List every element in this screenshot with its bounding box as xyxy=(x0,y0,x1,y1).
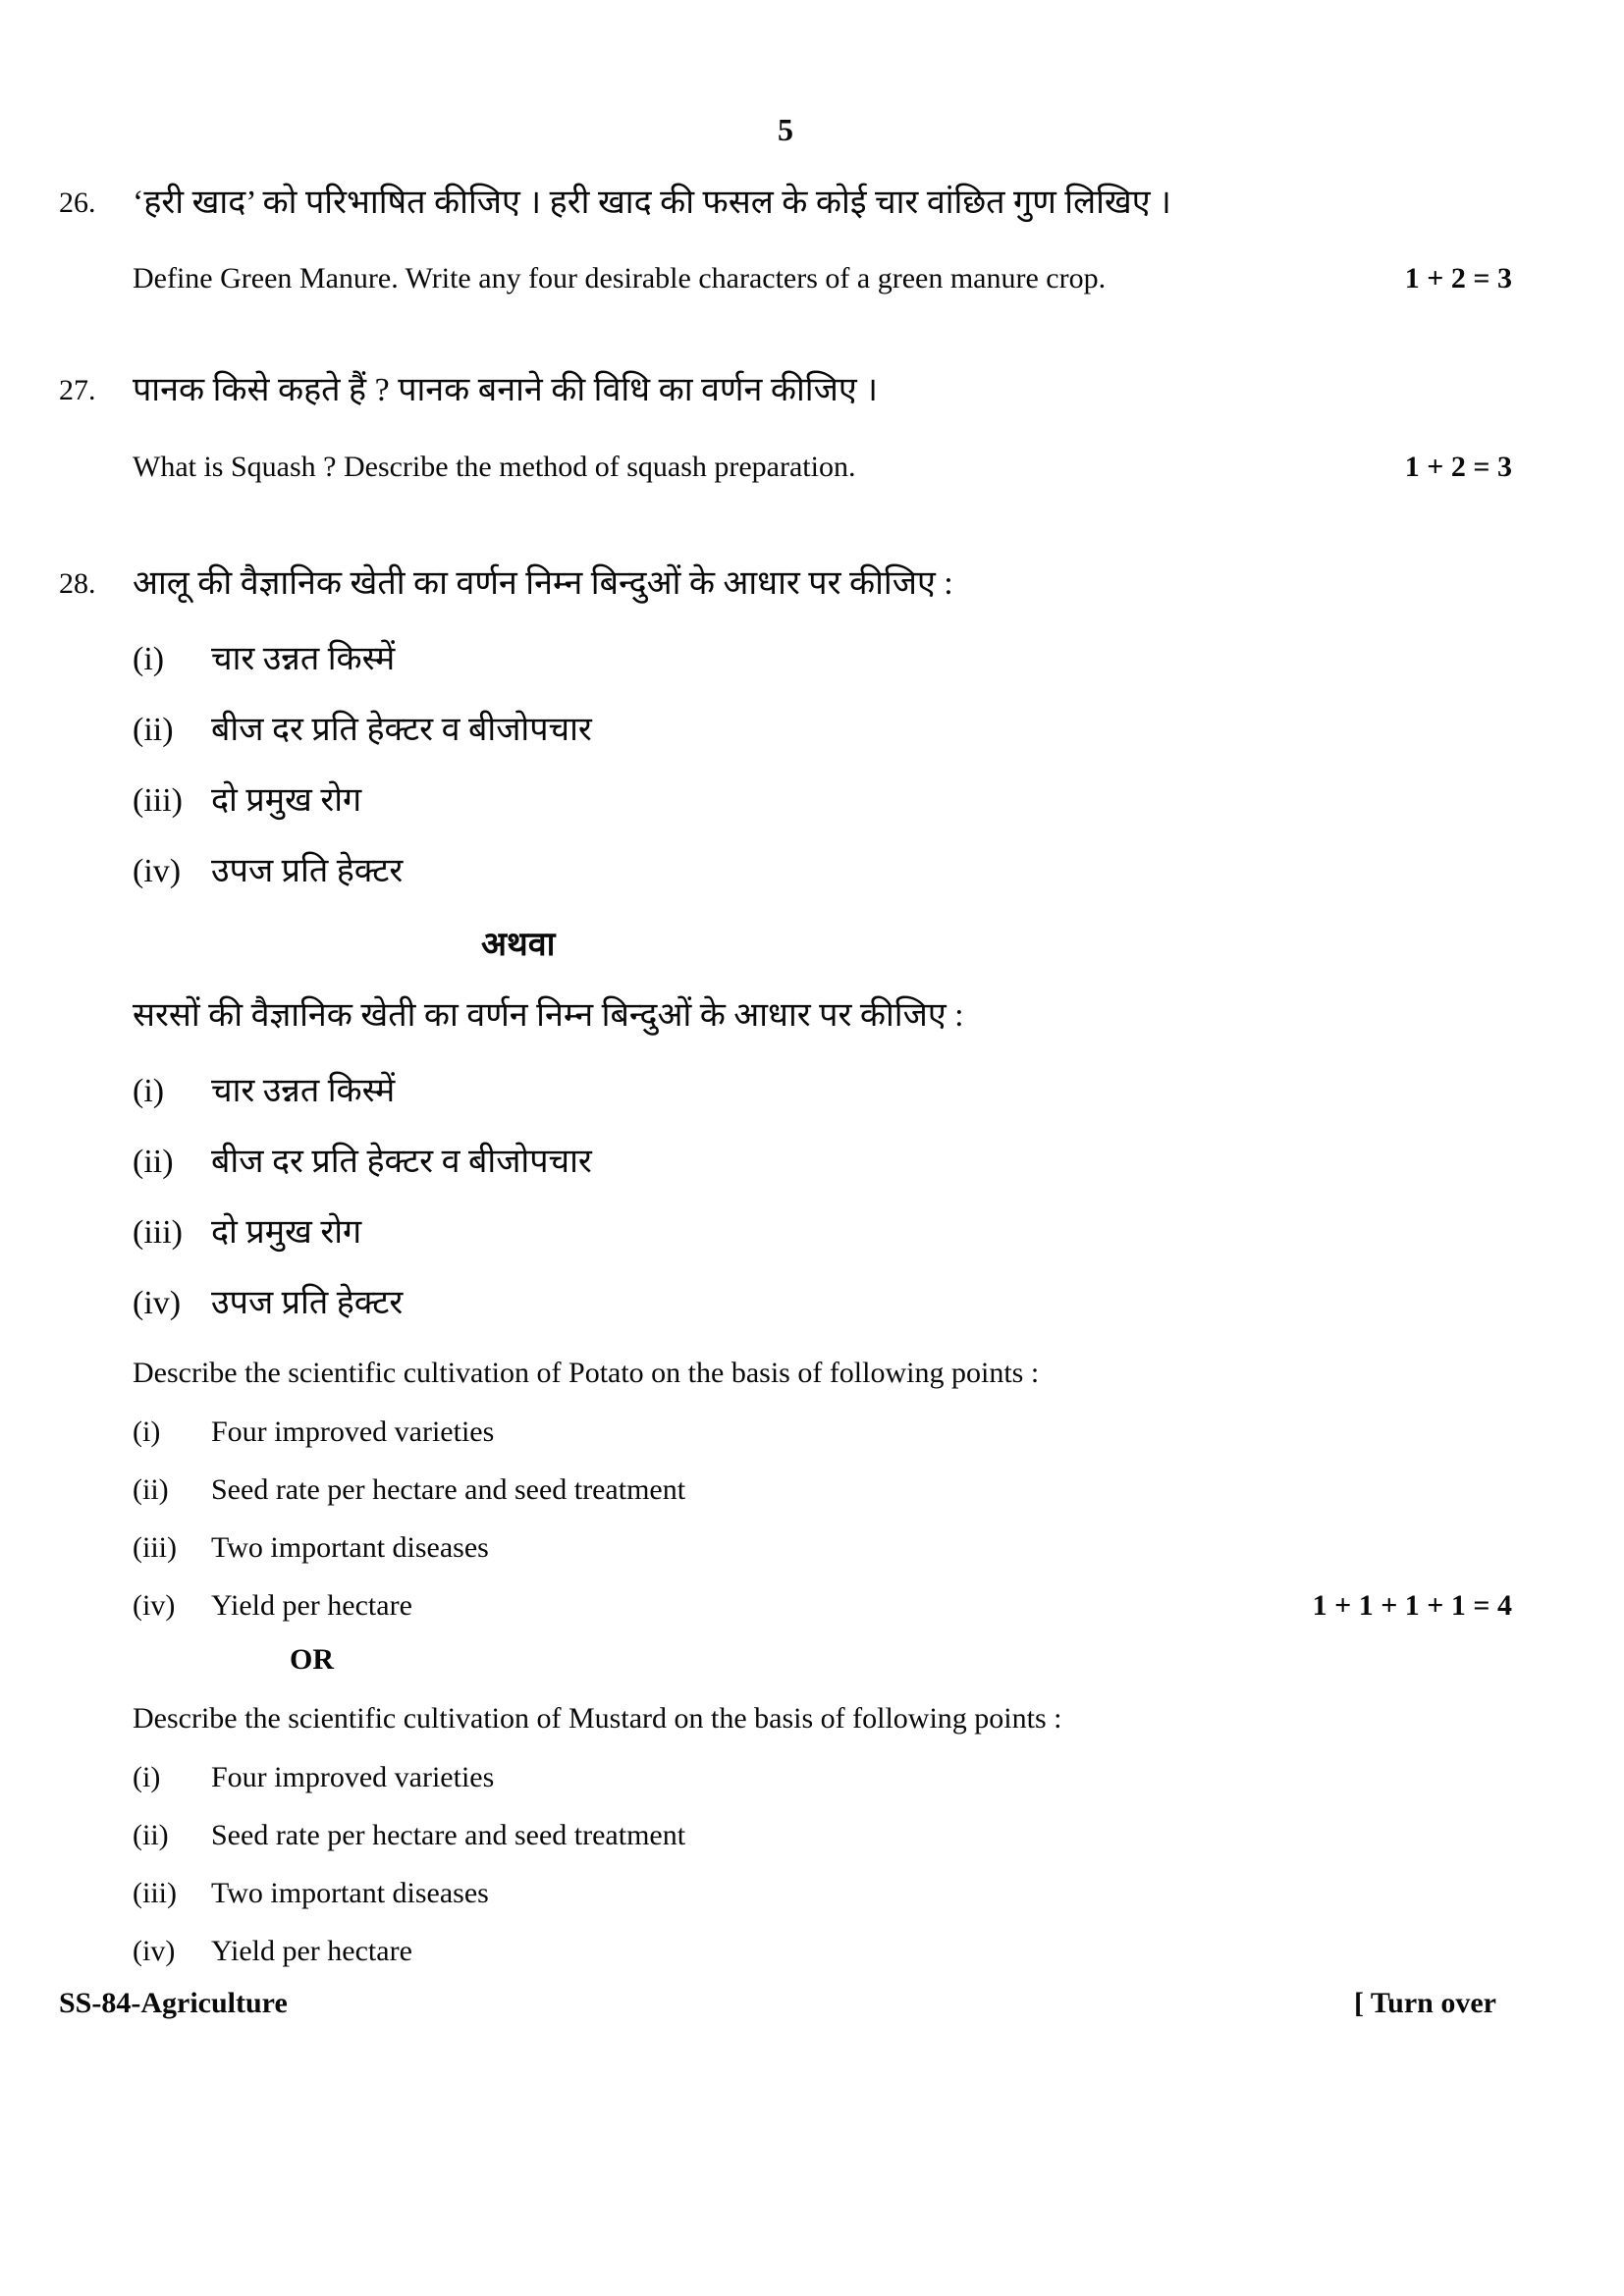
list-item xyxy=(133,1472,1512,1508)
question-28-number: 28. xyxy=(59,567,96,600)
list-item-label: (i) xyxy=(133,1415,161,1448)
list-item xyxy=(133,1211,1512,1255)
or-separator-hindi: अथवा xyxy=(481,927,556,963)
page-footer xyxy=(59,1985,1496,2022)
list-item-label: (ii) xyxy=(133,712,174,748)
list-item-text: Two important diseases xyxy=(211,1531,489,1564)
list-item-text: चार उन्नत किस्में xyxy=(211,1073,396,1109)
list-item xyxy=(133,850,1512,893)
question-28-marks: 1 + 1 + 1 + 1 = 4 xyxy=(1312,1589,1512,1622)
question-26 xyxy=(59,182,1512,296)
list-item-text: चार उन्नत किस्में xyxy=(211,641,396,677)
question-28-english-alt-intro: Describe the scientific cultivation of Mustard on the basis of following points : xyxy=(133,1702,1062,1735)
list-item-label: (ii) xyxy=(133,1473,169,1506)
list-item-label: (iv) xyxy=(133,1935,176,1967)
list-item-label: (iii) xyxy=(133,1214,183,1251)
question-27-number: 27. xyxy=(59,374,96,406)
question-27-english-text: What is Squash ? Describe the method of squash preparation. xyxy=(133,451,856,483)
list-item xyxy=(133,1530,1512,1566)
list-item-label: (iv) xyxy=(133,1589,176,1622)
question-26-number: 26. xyxy=(59,187,96,219)
list-item-label: (iii) xyxy=(133,1531,177,1564)
list-item xyxy=(133,1934,1512,1969)
list-item-label: (iii) xyxy=(133,1877,177,1909)
question-26-english-text: Define Green Manure. Write any four desirable characters of a green manure crop. xyxy=(133,262,1107,294)
question-26-hindi-text: ‘हरी खाद’ को परिभाषित कीजिए । हरी खाद की फसल के कोई चार वांछित गुण लिखिए । xyxy=(133,185,1171,221)
or-separator-english: OR xyxy=(290,1643,334,1676)
list-item xyxy=(133,1070,1512,1113)
list-item-label: (ii) xyxy=(133,1819,169,1851)
question-26-marks: 1 + 2 = 3 xyxy=(1404,262,1512,294)
list-item xyxy=(133,1141,1512,1184)
list-item xyxy=(133,1818,1512,1853)
list-item-label: (ii) xyxy=(133,1144,174,1180)
list-item xyxy=(133,638,1512,681)
list-item xyxy=(133,709,1512,752)
list-item-text: Four improved varieties xyxy=(211,1761,495,1793)
list-item-text: उपज प्रति हेक्टर xyxy=(211,1285,404,1321)
page-number: 5 xyxy=(778,112,793,147)
list-item-text: दो प्रमुख रोग xyxy=(211,1214,362,1251)
list-item-text: उपज प्रति हेक्टर xyxy=(211,853,404,889)
list-item-text: Yield per hectare xyxy=(211,1935,412,1967)
list-item xyxy=(133,1415,1512,1450)
question-27-hindi-text: पानक किसे कहते हैं ? पानक बनाने की विधि का वर्णन कीजिए । xyxy=(133,372,879,408)
question-28-english-intro: Describe the scientific cultivation of Potato on the basis of following points : xyxy=(133,1357,1040,1389)
list-item-text: Yield per hectare xyxy=(211,1589,412,1622)
exam-page xyxy=(59,0,1512,1969)
list-item-text-with-marks xyxy=(211,1588,1512,1624)
list-item-label: (i) xyxy=(133,641,165,677)
list-item-text: Seed rate per hectare and seed treatment xyxy=(211,1819,686,1851)
footer-paper-code: SS-84-Agriculture xyxy=(59,1987,288,2019)
list-item-label: (iii) xyxy=(133,782,183,819)
list-item xyxy=(133,1760,1512,1795)
list-item-text: Two important diseases xyxy=(211,1877,489,1909)
list-item-text: बीज दर प्रति हेक्टर व बीजोपचार xyxy=(211,1144,592,1180)
list-item-text: दो प्रमुख रोग xyxy=(211,782,362,819)
list-item-label: (iv) xyxy=(133,853,182,889)
list-item-text: Four improved varieties xyxy=(211,1415,495,1448)
list-item xyxy=(133,1588,1512,1624)
list-item-text: Seed rate per hectare and seed treatment xyxy=(211,1473,686,1506)
list-item xyxy=(133,1876,1512,1911)
list-item xyxy=(133,1282,1512,1325)
question-27 xyxy=(59,369,1512,485)
question-28-hindi-alt-intro: सरसों की वैज्ञानिक खेती का वर्णन निम्न बिन्दुओं के आधार पर कीजिए : xyxy=(133,997,964,1034)
list-item xyxy=(133,779,1512,823)
question-27-marks: 1 + 2 = 3 xyxy=(1404,451,1512,483)
question-28-hindi-intro: आलू की वैज्ञानिक खेती का वर्णन निम्न बिन्दुओं के आधार पर कीजिए : xyxy=(133,565,953,602)
question-28 xyxy=(59,562,1512,1969)
footer-turn-over: [ Turn over xyxy=(1353,1987,1496,2019)
list-item-label: (i) xyxy=(133,1073,165,1109)
list-item-text: बीज दर प्रति हेक्टर व बीजोपचार xyxy=(211,712,592,748)
list-item-label: (i) xyxy=(133,1761,161,1793)
list-item-label: (iv) xyxy=(133,1285,182,1321)
